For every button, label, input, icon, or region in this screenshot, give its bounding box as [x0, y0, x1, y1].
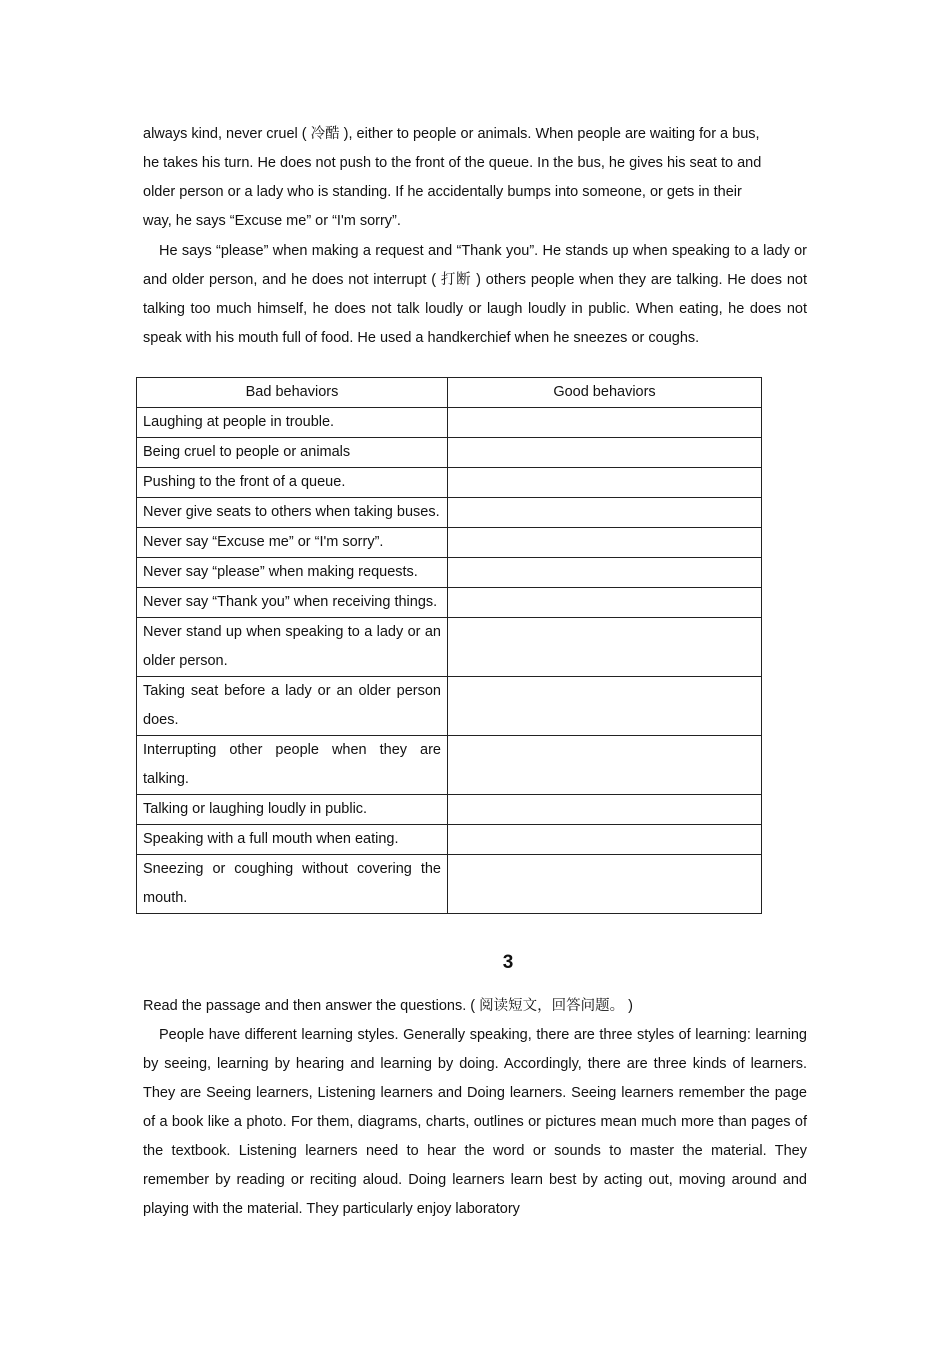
table-row [137, 618, 762, 677]
good-behavior-cell[interactable] [448, 498, 762, 528]
table-row [137, 855, 762, 914]
section-passage: People have different learning styles. Generally speaking, there are three styles of learning: learning by seeing, learning by hearing and learning by doing. Accordingly, there are three kinds of learners. They are Seeing learners, Listening learners and Doing learners. Seeing learners remember the page of a book like a photo. For them, diagrams, charts, outlines or pictures mean much more than pages of the textbook. Listening learners need to hear the word or sounds to master the material. They remember by reading or reciting aloud. Doing learners learn best by acting out, moving around and playing with the material. They particularly enjoy laboratory [143, 1027, 807, 1217]
good-behavior-cell[interactable] [448, 408, 762, 438]
bad-behavior-cell: Being cruel to people or animals [137, 438, 448, 468]
good-behavior-cell[interactable] [448, 528, 762, 558]
table-row [137, 677, 762, 736]
passage-top-paragraph-2: He says “please” when making a request and “Thank you”. He stands up when speaking to a lady or and older person, and he does not interrupt ( 打断 ) others people when they are talking. He does not talking too much himself, he does not talk loudly or laugh loudly in public. When eating, he does not speak with his mouth full of food. He used a handkerchief when he sneezes or coughs. [143, 243, 807, 346]
passage-line: always kind, never cruel ( 冷酷 ), either to people or animals. When people are waiting for a bus, [143, 126, 760, 142]
bad-behavior-cell: Never give seats to others when taking buses. [137, 498, 448, 528]
table-row [137, 736, 762, 795]
passage-top-paragraph-1 [143, 120, 807, 236]
bad-behavior-cell: Never stand up when speaking to a lady or an older person. [137, 618, 448, 677]
table-header-row [137, 378, 762, 408]
good-behavior-cell[interactable] [448, 588, 762, 618]
bad-behavior-cell: Never say “Excuse me” or “I'm sorry”. [137, 528, 448, 558]
good-behavior-cell[interactable] [448, 825, 762, 855]
table-row [137, 558, 762, 588]
good-behavior-cell[interactable] [448, 677, 762, 736]
section-number: 3 [502, 952, 514, 973]
bad-behavior-cell: Sneezing or coughing without covering the mouth. [137, 855, 448, 914]
table-row [137, 408, 762, 438]
passage-line: he takes his turn. He does not push to the front of the queue. In the bus, he gives his seat to and [143, 155, 762, 171]
table-row [137, 825, 762, 855]
table-row [137, 588, 762, 618]
passage-line: older person or a lady who is standing. If he accidentally bumps into someone, or gets in their [143, 184, 742, 200]
good-behavior-cell[interactable] [448, 558, 762, 588]
good-behavior-cell[interactable] [448, 438, 762, 468]
good-behavior-cell[interactable] [448, 795, 762, 825]
behaviors-table [136, 377, 762, 914]
table-row [137, 498, 762, 528]
header-good-behaviors: Good behaviors [448, 378, 762, 408]
bad-behavior-cell: Laughing at people in trouble. [137, 408, 448, 438]
header-bad-behaviors: Bad behaviors [137, 378, 448, 408]
bad-behavior-cell: Pushing to the front of a queue. [137, 468, 448, 498]
good-behavior-cell[interactable] [448, 855, 762, 914]
good-behavior-cell[interactable] [448, 468, 762, 498]
bad-behavior-cell: Never say “Thank you” when receiving things. [137, 588, 448, 618]
table-row [137, 438, 762, 468]
table-row [137, 795, 762, 825]
bad-behavior-cell: Speaking with a full mouth when eating. [137, 825, 448, 855]
bad-behavior-cell: Never say “please” when making requests. [137, 558, 448, 588]
bad-behavior-cell: Taking seat before a lady or an older person does. [137, 677, 448, 736]
bad-behavior-cell: Interrupting other people when they are talking. [137, 736, 448, 795]
good-behavior-cell[interactable] [448, 736, 762, 795]
section-instruction: Read the passage and then answer the questions. ( 阅读短文，回答问题。 ) [143, 998, 633, 1014]
good-behavior-cell[interactable] [448, 618, 762, 677]
table-row [137, 468, 762, 498]
passage-line: way, he says “Excuse me” or “I'm sorry”. [143, 213, 401, 229]
bad-behavior-cell: Talking or laughing loudly in public. [137, 795, 448, 825]
table-row [137, 528, 762, 558]
